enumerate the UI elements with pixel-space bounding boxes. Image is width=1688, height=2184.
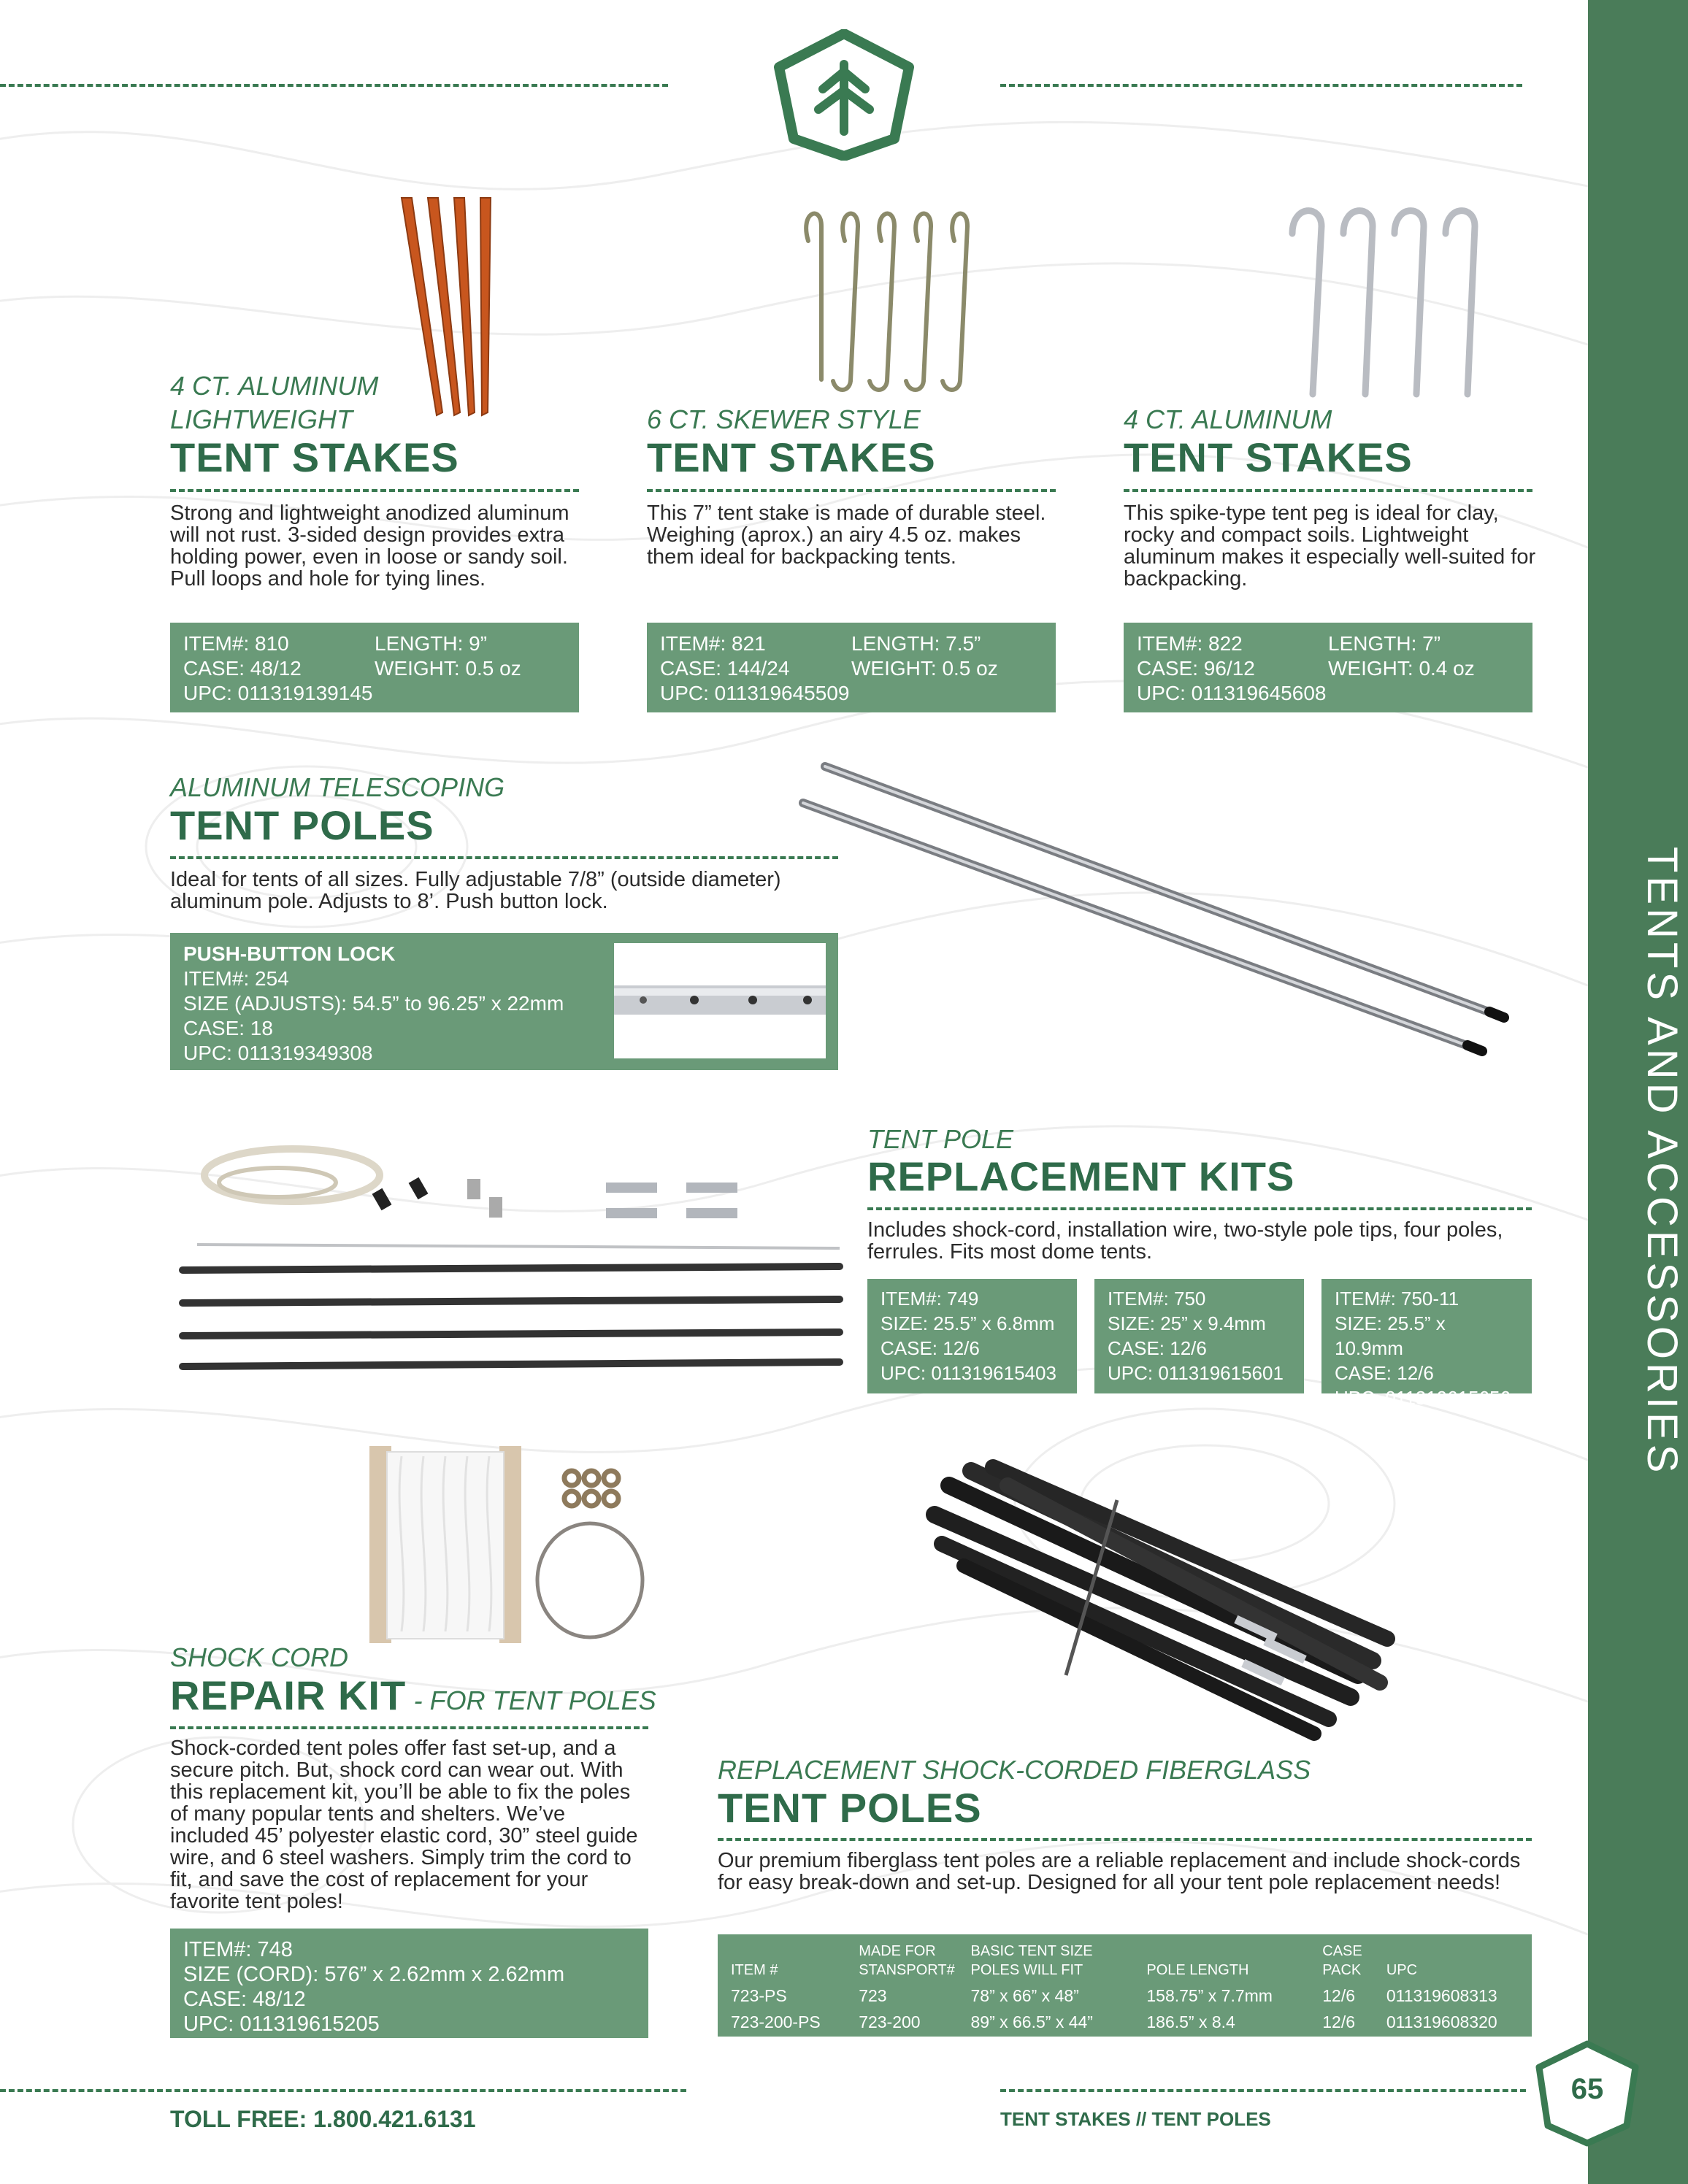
shock-cord-repair-kit-image (365, 1442, 657, 1653)
column-header: POLE LENGTH (1146, 1962, 1249, 1978)
toll-free-number: TOLL FREE: 1.800.421.6131 (170, 2106, 476, 2132)
repair-item: ITEM#: 748 (183, 1938, 293, 1961)
page-number: 65 (1570, 2073, 1604, 2105)
table-cell: 011319608313 (1386, 1986, 1497, 2005)
repair-info-box (170, 1929, 648, 2038)
telescoping-size: SIZE (ADJUSTS): 54.5” to 96.25” x 22mm (183, 992, 564, 1015)
fiberglass-table (725, 1942, 1524, 2035)
stake3-subtitle: 4 CT. ALUMINUM (1124, 404, 1332, 434)
repair-upc: UPC: 011319615205 (183, 2012, 380, 2036)
stake2-item: ITEM#: 821 (660, 632, 766, 655)
kit-750-11-info-box (1321, 1279, 1532, 1409)
stake1-title: TENT STAKES (170, 434, 459, 480)
telescoping-title: TENT POLES (170, 802, 434, 848)
table-cell: 011319608320 (1386, 2012, 1497, 2031)
stake3-case: CASE: 96/12 (1137, 657, 1255, 680)
stake1-item: ITEM#: 810 (183, 632, 289, 655)
stake1-description: Strong and lightweight anodized aluminum will not rust. 3-sided design provides extra holding power, even in loose or sandy soil. Pull loops and hole for tying lines. (170, 501, 569, 591)
table-cell: 723-PS (731, 1986, 787, 2005)
fiberglass-poles-bundle-image (920, 1456, 1402, 1748)
repair-size: SIZE (CORD): 576” x 2.62mm x 2.62mm (183, 1963, 565, 1986)
kit2-item: ITEM#: 750 (1108, 1288, 1206, 1310)
stake1-length: LENGTH: 9” (375, 632, 488, 655)
stake2-title: TENT STAKES (647, 434, 936, 480)
footer-section-label: TENT STAKES // TENT POLES (1000, 2108, 1271, 2130)
column-header: UPC (1386, 1962, 1418, 1978)
stake2-info-box (647, 623, 1056, 712)
telescoping-subtitle: ALUMINUM TELESCOPING (170, 772, 505, 802)
kit3-size: SIZE: 25.5” x 10.9mm (1335, 1312, 1446, 1359)
kit3-item: ITEM#: 750-11 (1335, 1288, 1459, 1310)
stake2-subtitle: 6 CT. SKEWER STYLE (647, 404, 921, 434)
stake2-upc: UPC: 011319645509 (660, 682, 850, 704)
orange-aluminum-stakes-image (380, 193, 511, 427)
kits-title: REPLACEMENT KITS (867, 1153, 1295, 1199)
table-cell: 78” x 66” x 48” (970, 1986, 1079, 2005)
stake3-upc: UPC: 011319645608 (1137, 682, 1327, 704)
stake3-length: LENGTH: 7” (1328, 632, 1441, 655)
kit-749-info-box (867, 1279, 1077, 1393)
kit2-size: SIZE: 25” x 9.4mm (1108, 1312, 1266, 1334)
telescoping-description: Ideal for tents of all sizes. Fully adjustable 7/8” (outside diameter) aluminum pole. Adjusts to 8’. Push button lock. (170, 868, 781, 913)
telescoping-poles-image (789, 752, 1519, 1066)
repair-title-suffix: - FOR TENT POLES (413, 1685, 656, 1715)
stake3-weight: WEIGHT: 0.4 oz (1328, 657, 1475, 680)
column-header: MADE FOR STANSPORT# (859, 1943, 955, 1978)
column-header: ITEM # (731, 1962, 778, 1978)
fiberglass-title: TENT POLES (718, 1785, 982, 1831)
stake2-length: LENGTH: 7.5” (851, 632, 981, 655)
skewer-steel-stakes-image (792, 197, 989, 401)
kit1-size: SIZE: 25.5” x 6.8mm (881, 1312, 1055, 1334)
table-cell: 89” x 66.5” x 44” (970, 2012, 1093, 2031)
stake1-case: CASE: 48/12 (183, 657, 302, 680)
telescoping-item: ITEM#: 254 (183, 967, 289, 990)
telescoping-lock-label: PUSH-BUTTON LOCK (183, 942, 396, 965)
table-cell: 12/6 (1322, 2012, 1356, 2031)
fiberglass-table-box (718, 1934, 1532, 2037)
fiberglass-table-header (725, 1942, 1524, 1983)
stake2-weight: WEIGHT: 0.5 oz (851, 657, 998, 680)
spike-aluminum-stakes-image (1285, 197, 1489, 401)
stake2-case: CASE: 144/24 (660, 657, 790, 680)
kit-750-info-box (1094, 1279, 1304, 1393)
stake2-description: This 7” tent stake is made of durable steel. Weighing (aprox.) an airy 4.5 oz. makes them ideal for backpacking tents. (647, 501, 1046, 569)
page-number-badge (1532, 2038, 1643, 2149)
stake1-subtitle-1: 4 CT. ALUMINUM (170, 371, 379, 401)
stake3-description: This spike-type tent peg is ideal for clay, rocky and compact soils. Lightweight aluminum makes it especially well-suited for backpacking. (1124, 501, 1536, 591)
kits-subtitle: TENT POLE (867, 1124, 1014, 1154)
stake1-weight: WEIGHT: 0.5 oz (375, 657, 521, 680)
kit2-case: CASE: 12/6 (1108, 1337, 1207, 1359)
kit3-upc: UPC: 011319615656 (1335, 1387, 1511, 1409)
stake3-item: ITEM#: 822 (1137, 632, 1243, 655)
kit3-case: CASE: 12/6 (1335, 1362, 1434, 1384)
kit2-upc: UPC: 011319615601 (1108, 1362, 1284, 1384)
kit1-upc: UPC: 011319615403 (881, 1362, 1056, 1384)
table-cell: 12/6 (1322, 1986, 1356, 2005)
repair-title-line (170, 1672, 656, 1719)
tree-shield-logo-icon (770, 29, 918, 161)
table-row (725, 1983, 1524, 2009)
stake1-upc: UPC: 011319139145 (183, 682, 373, 704)
repair-subtitle: SHOCK CORD (170, 1642, 349, 1672)
repair-description: Shock-corded tent poles offer fast set-up, and a secure pitch. But, shock cord can wear out. With this replacement kit, you’ll be able to fix the poles of many popular tents and shelters. We’ve included 45’ polyester elastic cord, 30” steel guide wire, and 6 steel washers. Simply trim the cord to fit, and save the cost of replacement for your favorite tent poles! (170, 1737, 638, 1913)
table-row (725, 2009, 1524, 2035)
table-cell: 723-200-PS (731, 2012, 821, 2031)
telescoping-case: CASE: 18 (183, 1017, 273, 1039)
column-header: CASE PACK (1322, 1943, 1362, 1978)
table-cell: 723 (859, 1986, 887, 2005)
stake3-title: TENT STAKES (1124, 434, 1413, 480)
telescoping-upc: UPC: 011319349308 (183, 1042, 373, 1064)
stake1-info-box (170, 623, 579, 712)
telescoping-info-box (170, 933, 838, 1070)
table-cell: 186.5” x 8.4 (1146, 2012, 1235, 2031)
kit1-case: CASE: 12/6 (881, 1337, 980, 1359)
repair-title: REPAIR KIT (170, 1672, 407, 1718)
kits-description: Includes shock-cord, installation wire, two-style pole tips, four poles, ferrules. Fits most dome tents. (867, 1218, 1503, 1264)
pole-kit-image (175, 1131, 847, 1372)
section-side-label: TENTS AND ACCESSORIES (1638, 847, 1686, 1477)
stake3-info-box (1124, 623, 1532, 712)
table-cell: 723-200 (859, 2012, 921, 2031)
table-cell: 158.75” x 7.7mm (1146, 1986, 1273, 2005)
column-header: BASIC TENT SIZE POLES WILL FIT (970, 1943, 1093, 1978)
kit1-item: ITEM#: 749 (881, 1288, 979, 1310)
fiberglass-subtitle: REPLACEMENT SHOCK-CORDED FIBERGLASS (718, 1755, 1311, 1785)
repair-case: CASE: 48/12 (183, 1988, 306, 2011)
stake1-subtitle-2: LIGHTWEIGHT (170, 404, 353, 434)
fiberglass-description: Our premium fiberglass tent poles are a reliable replacement and include shock-cords for easy break-down and set-up. Designed for all your tent pole replacement needs! (718, 1849, 1521, 1894)
